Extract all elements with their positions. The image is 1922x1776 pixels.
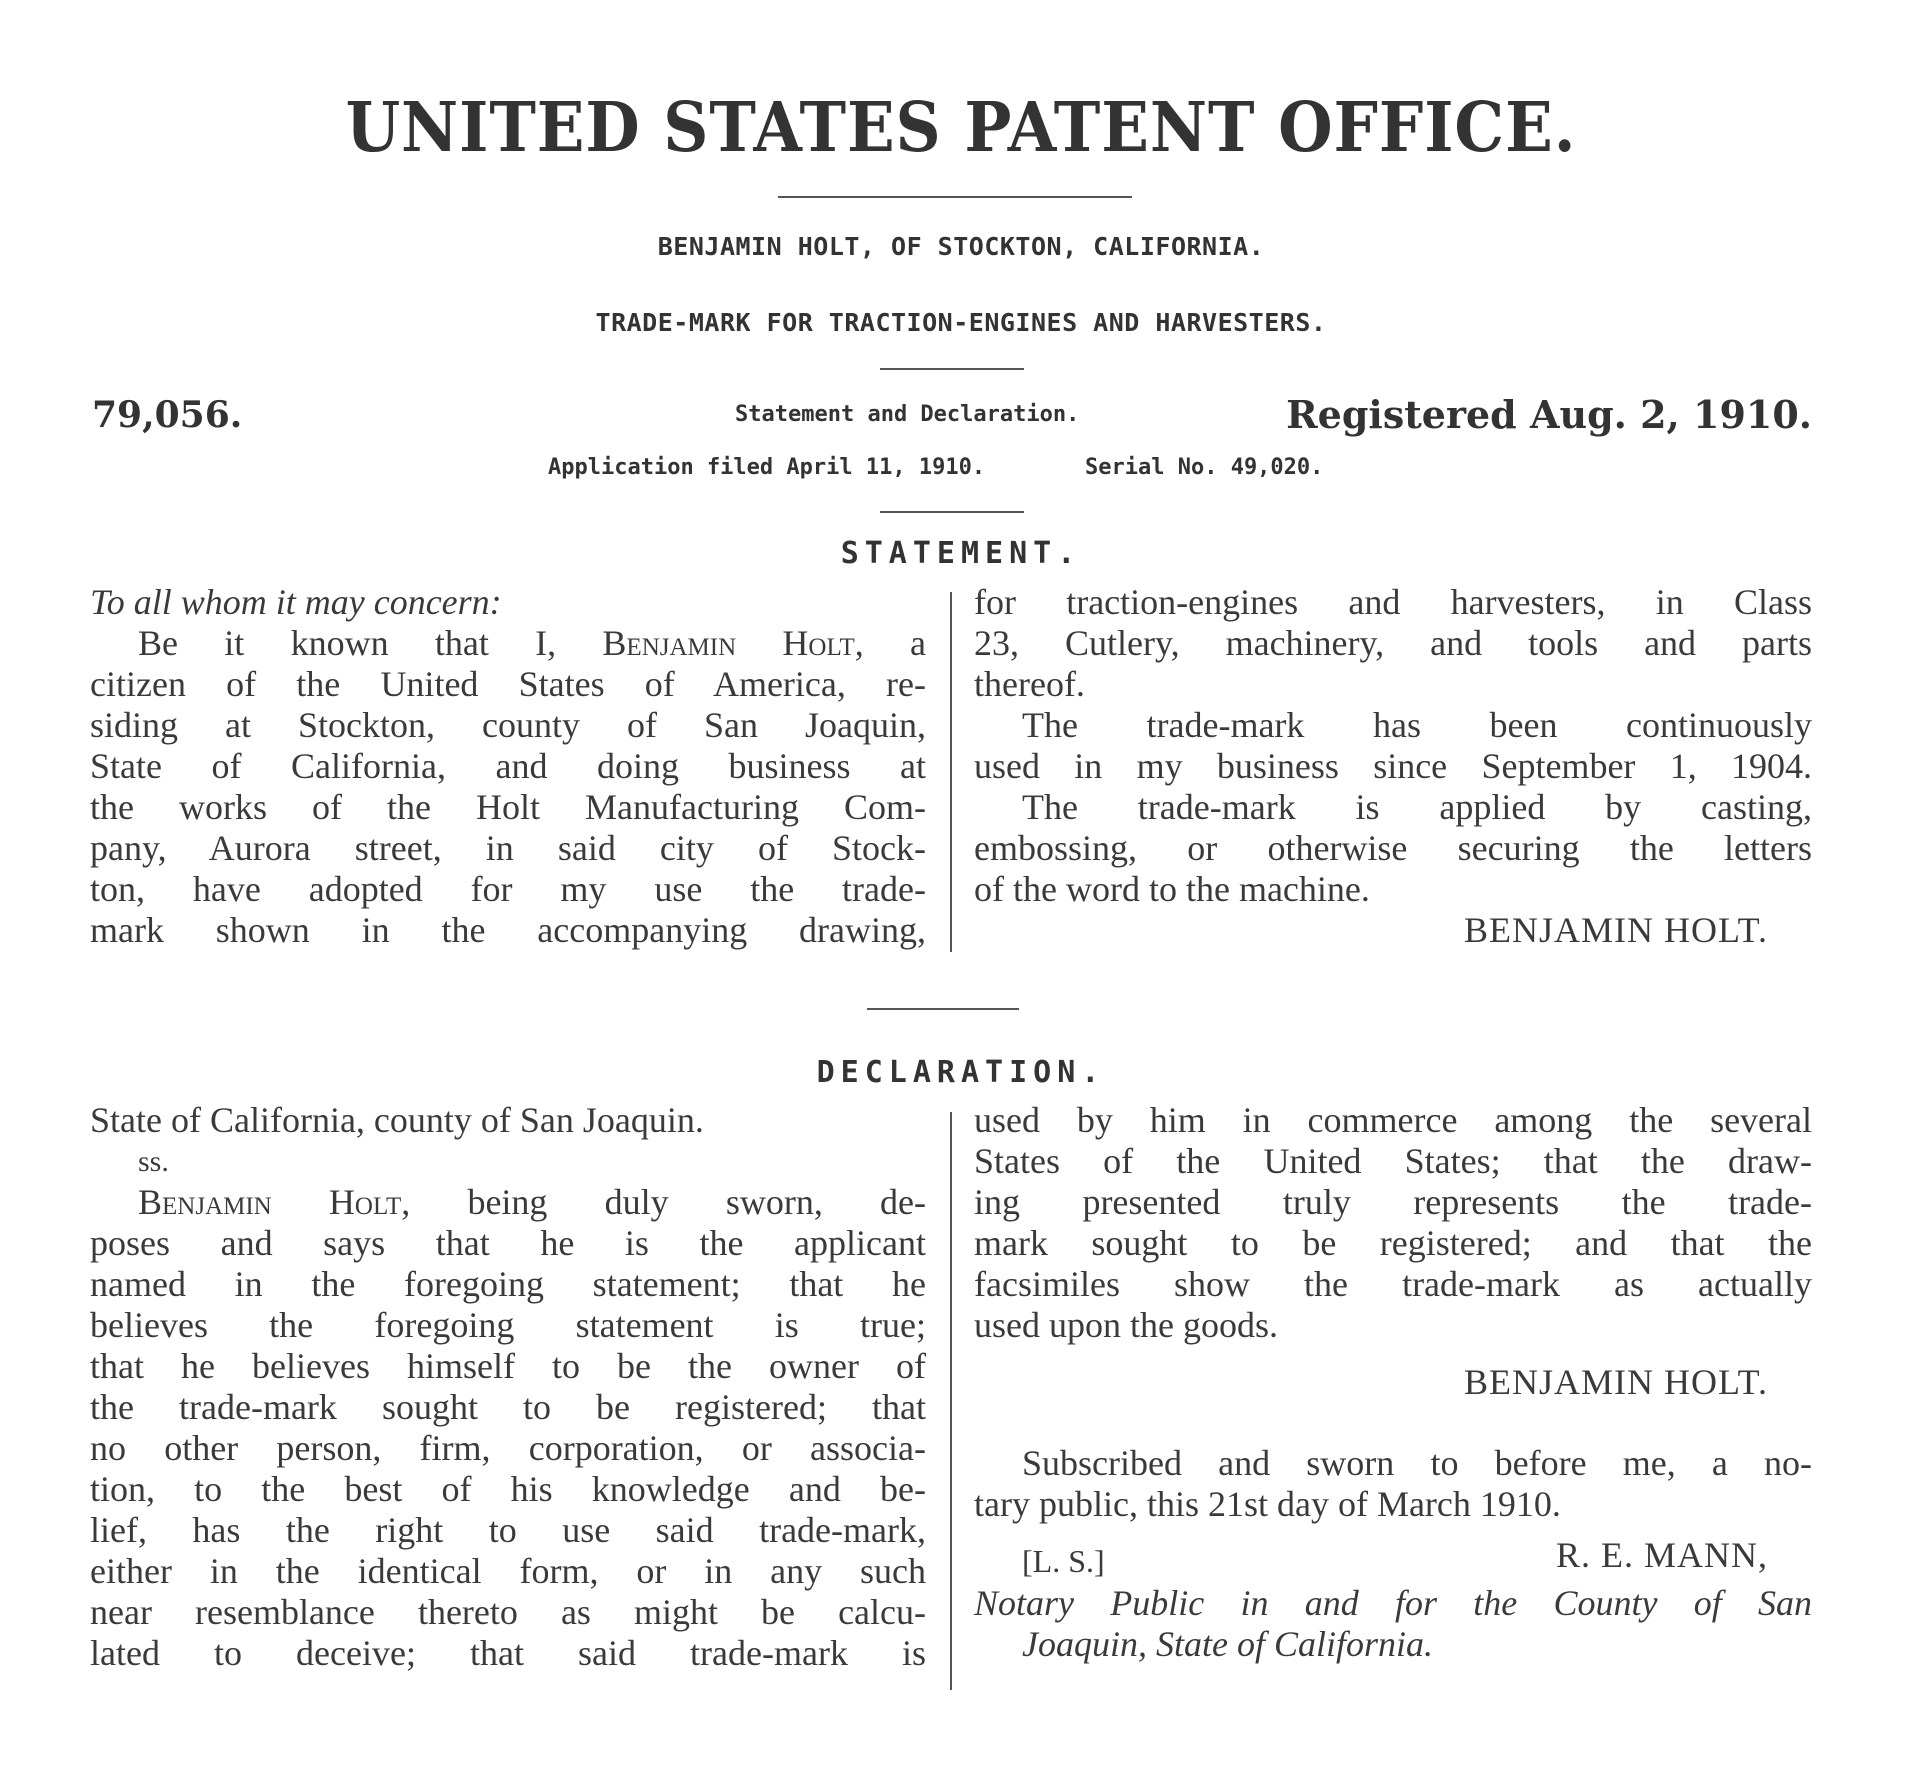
declaration-line: the trade-mark sought to be registered; that (90, 1387, 926, 1427)
statement-line: siding at Stockton, county of San Joaquin, (90, 705, 926, 745)
declaration-line: lated to deceive; that said trade-mark is (90, 1633, 926, 1673)
statement-line: State of California, and doing business at (90, 746, 926, 786)
statement-line: The trade-mark is applied by casting, (1022, 787, 1812, 827)
declaration-line: ing presented truly represents the trade- (974, 1182, 1812, 1222)
statement-line: of the word to the machine. (974, 869, 1370, 909)
statement-line: mark shown in the accompanying drawing, (90, 910, 926, 950)
registered-date: Registered Aug. 2, 1910. (1286, 392, 1812, 437)
declaration-line: believes the foregoing statement is true; (90, 1305, 926, 1345)
header-end-rule (880, 511, 1024, 513)
venue-line: State of California, county of San Joaquin. (90, 1100, 704, 1140)
declaration-line: that he believes himself to be the owner of (90, 1346, 926, 1386)
office-title: UNITED STATES PATENT OFFICE. (345, 88, 1577, 168)
statement-line: for traction-engines and harvesters, in Class (974, 582, 1812, 622)
declaration-line: used upon the goods. (974, 1305, 1278, 1345)
statement-signature: BENJAMIN HOLT. (1463, 910, 1768, 950)
application-filed: Application filed April 11, 1910. (548, 455, 986, 480)
statement-line: 23, Cutlery, machinery, and tools and parts (974, 623, 1812, 663)
statement-heading: STATEMENT. (840, 536, 1082, 571)
statement-right-column (974, 582, 1812, 951)
statement-column-divider (950, 592, 952, 952)
subject-line: TRADE-MARK FOR TRACTION-ENGINES AND HARVESTERS. (595, 308, 1327, 337)
section-separator-rule (867, 1008, 1019, 1010)
declaration-column-divider (950, 1112, 952, 1690)
jurat-line: tary public, this 21st day of March 1910. (974, 1484, 1561, 1524)
statement-line: Be it known that I, Benjamin Holt, a (138, 623, 927, 663)
notary-title-line: Joaquin, State of California. (1022, 1624, 1433, 1664)
declaration-line: poses and says that he is the applicant (90, 1223, 926, 1263)
declaration-line: either in the identical form, or in any such (90, 1551, 926, 1591)
statement-left-column (90, 582, 926, 951)
declaration-line: Benjamin Holt, being duly sworn, de- (138, 1182, 926, 1222)
statement-line: used in my business since September 1, 1904. (974, 746, 1812, 786)
salutation: To all whom it may concern: (90, 582, 502, 622)
ss-marker: ss. (138, 1145, 169, 1178)
declaration-line: used by him in commerce among the several (974, 1100, 1812, 1140)
declaration-line: mark sought to be registered; and that the (974, 1223, 1812, 1263)
statement-line: pany, Aurora street, in said city of Stock- (90, 828, 926, 868)
jurat-line: Subscribed and sworn to before me, a no- (1022, 1443, 1812, 1483)
statement-line: ton, have adopted for my use the trade- (90, 869, 926, 909)
statement-line: The trade-mark has been continuously (1022, 705, 1812, 745)
declaration-right-column (974, 1100, 1812, 1665)
declaration-line: no other person, firm, corporation, or associa- (90, 1428, 926, 1468)
seal-marker: [L. S.] (1022, 1543, 1105, 1579)
declaration-left-column (90, 1100, 926, 1674)
statement-line: the works of the Holt Manufacturing Com- (90, 787, 926, 827)
serial-number: Serial No. 49,020. (1085, 455, 1324, 480)
statement-line: embossing, or otherwise securing the letters (974, 828, 1812, 868)
declaration-line: facsimiles show the trade-mark as actually (974, 1264, 1812, 1304)
declaration-heading: DECLARATION. (816, 1055, 1106, 1090)
notary-name: R. E. MANN, (1555, 1535, 1768, 1575)
title-rule (778, 196, 1132, 198)
declaration-signature: BENJAMIN HOLT. (1463, 1362, 1768, 1402)
declaration-line: tion, to the best of his knowledge and be- (90, 1469, 926, 1509)
declaration-line: named in the foregoing statement; that he (90, 1264, 926, 1304)
registration-number: 79,056. (92, 394, 243, 436)
document-type: Statement and Declaration. (735, 402, 1080, 427)
declaration-line: lief, has the right to use said trade-mark, (90, 1510, 926, 1550)
statement-line: citizen of the United States of America, re- (90, 664, 926, 704)
declaration-line: near resemblance thereto as might be calcu- (90, 1592, 926, 1632)
notary-title-line: Notary Public in and for the County of San (974, 1583, 1812, 1623)
statement-line: thereof. (974, 664, 1085, 704)
subject-rule (880, 368, 1024, 370)
registrant-line: BENJAMIN HOLT, OF STOCKTON, CALIFORNIA. (657, 232, 1265, 261)
declaration-line: States of the United States; that the draw- (974, 1141, 1812, 1181)
